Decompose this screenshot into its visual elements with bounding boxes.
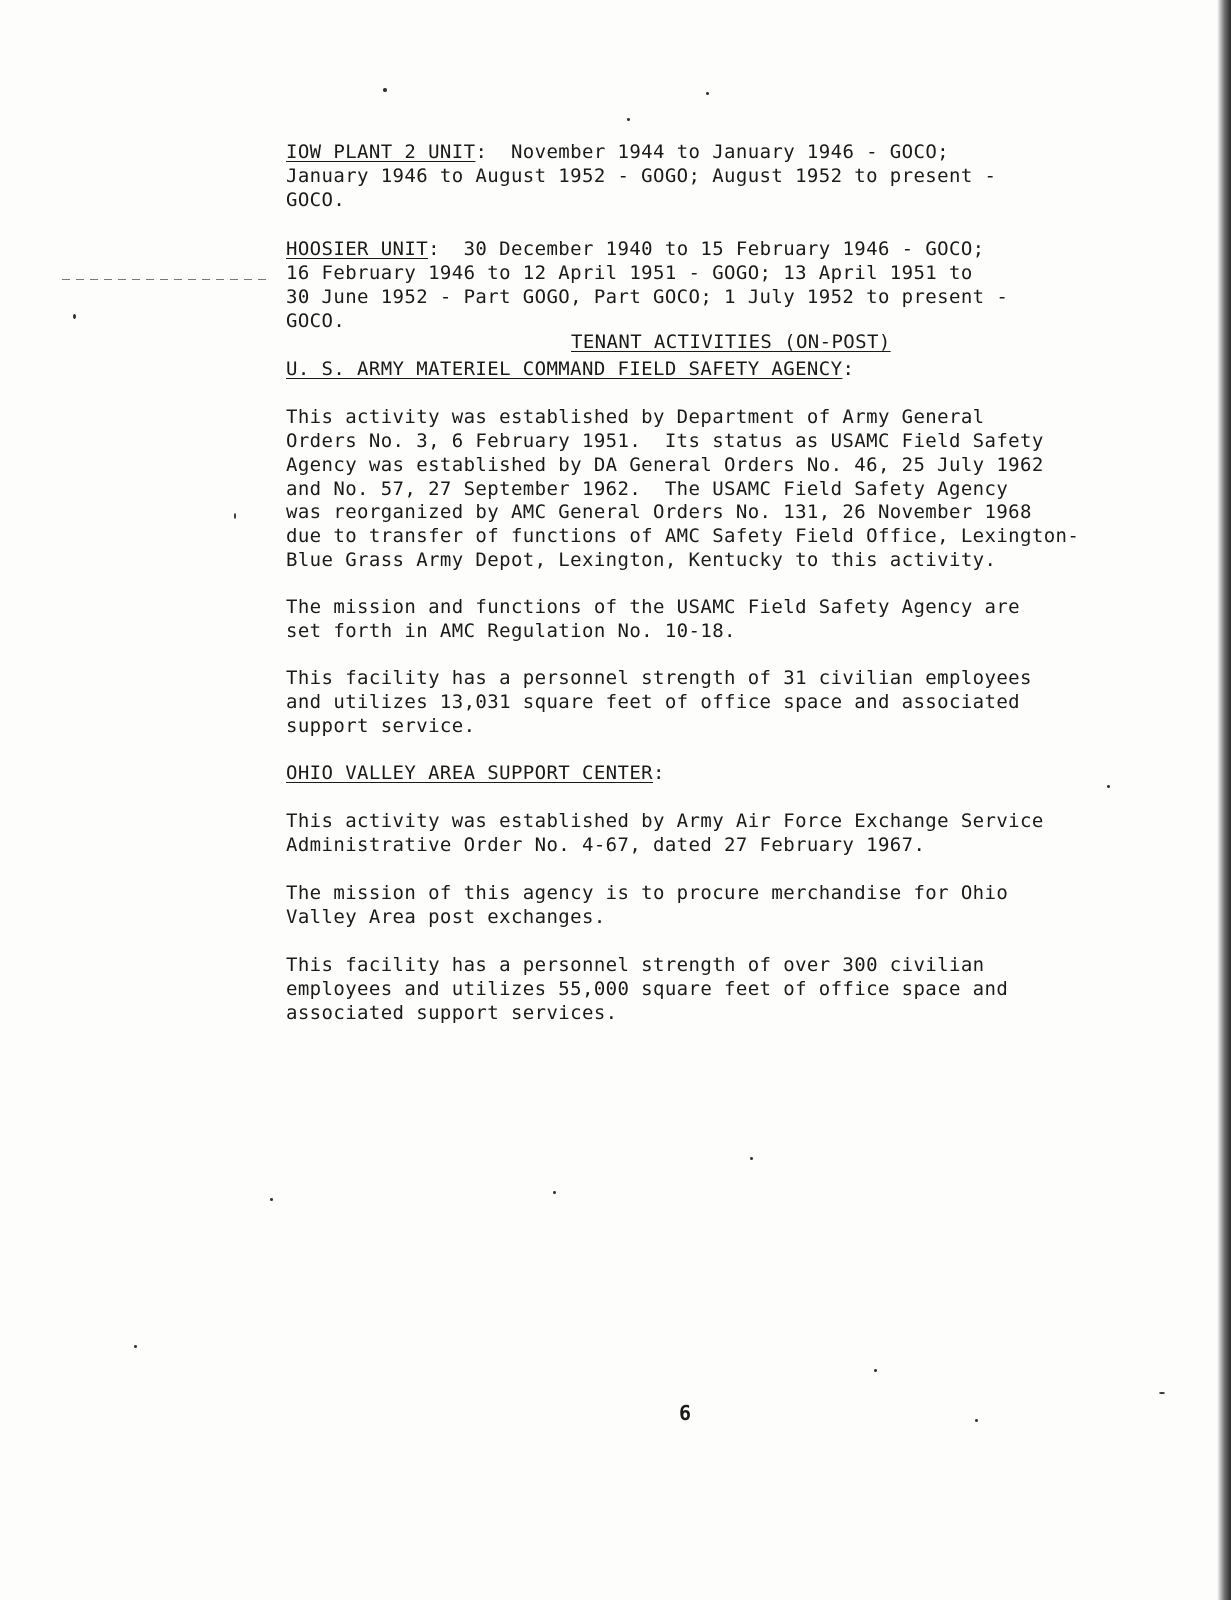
ohio-para3-line: employees and utilizes 55,000 square feet of office space and: [286, 978, 1009, 1000]
scan-speck: [1107, 785, 1110, 788]
iow-heading: IOW PLANT 2 UNIT: [286, 141, 476, 163]
usamc-para1-line: This activity was established by Department of Army General: [286, 406, 985, 428]
scan-speck: [553, 1191, 556, 1194]
scan-speck: [73, 314, 76, 319]
scan-speck: [706, 92, 709, 95]
scan-speck: [383, 88, 387, 92]
usamc-para1-line: due to transfer of functions of AMC Safety Field Office, Lexington-: [286, 525, 1080, 547]
usamc-para3-line: This facility has a personnel strength of 31 civilian employees: [286, 667, 1032, 689]
iow-line-3: GOCO.: [286, 189, 346, 211]
hoosier-line-1: [286, 237, 985, 261]
ohio-heading-line: [286, 761, 665, 785]
ohio-para2-line: Valley Area post exchanges.: [286, 906, 606, 928]
ohio-para1-line: Administrative Order No. 4-67, dated 27 February 1967.: [286, 834, 926, 856]
usamc-para3-line: and utilizes 13,031 square feet of office space and associated: [286, 691, 1021, 713]
scan-speck: [750, 1157, 753, 1160]
page-number: 6: [679, 1401, 692, 1425]
ohio-para1-line: This activity was established by Army Air Force Exchange Service: [286, 810, 1044, 832]
hoosier-line-1-text: : 30 December 1940 to 15 February 1946 - GOCO;: [428, 238, 985, 260]
hoosier-line-4: GOCO.: [286, 310, 346, 332]
iow-line-1-text: : November 1944 to January 1946 - GOCO;: [475, 141, 949, 163]
tenant-activities-heading: TENANT ACTIVITIES (ON-POST): [571, 331, 891, 353]
ohio-heading: OHIO VALLEY AREA SUPPORT CENTER: [286, 762, 654, 784]
usamc-para2-line: set forth in AMC Regulation No. 10-18.: [286, 620, 736, 642]
scan-speck: [234, 513, 236, 519]
usamc-heading-line: [286, 357, 854, 381]
usamc-para3-line: support service.: [286, 715, 476, 737]
iow-line-1: [286, 140, 949, 164]
ohio-para2-line: The mission of this agency is to procure merchandise for Ohio: [286, 882, 1009, 904]
ohio-para3-line: This facility has a personnel strength of over 300 civilian: [286, 954, 985, 976]
ohio-para3-line: associated support services.: [286, 1002, 618, 1024]
scan-speck: [1159, 1392, 1165, 1394]
usamc-para1-line: Agency was established by DA General Orders No. 46, 25 July 1962: [286, 454, 1044, 476]
usamc-para1-line: Blue Grass Army Depot, Lexington, Kentucky to this activity.: [286, 549, 997, 571]
scan-edge-shadow: [1217, 0, 1231, 1600]
scan-speck: [270, 1198, 273, 1201]
usamc-para1-line: and No. 57, 27 September 1962. The USAMC Field Safety Agency: [286, 478, 1009, 500]
usamc-heading: U. S. ARMY MATERIEL COMMAND FIELD SAFETY AGENCY: [286, 358, 843, 380]
scan-speck: [975, 1419, 978, 1422]
hoosier-line-3: 30 June 1952 - Part GOGO, Part GOCO; 1 July 1952 to present -: [286, 286, 1009, 308]
usamc-heading-colon: :: [842, 358, 855, 380]
hoosier-line-2: 16 February 1946 to 12 April 1951 - GOGO; 13 April 1951 to: [286, 262, 973, 284]
usamc-para1-line: Orders No. 3, 6 February 1951. Its status as USAMC Field Safety: [286, 430, 1044, 452]
scan-speck: [627, 118, 630, 121]
scan-speck: [134, 1345, 137, 1348]
ohio-heading-colon: :: [653, 762, 665, 784]
scan-speck: [874, 1369, 877, 1372]
usamc-para1-line: was reorganized by AMC General Orders No. 131, 26 November 1968: [286, 501, 1032, 523]
hoosier-heading: HOOSIER UNIT: [286, 238, 429, 260]
scan-dash-artifact: [62, 279, 272, 280]
usamc-para2-line: The mission and functions of the USAMC Field Safety Agency are: [286, 596, 1021, 618]
iow-line-2: January 1946 to August 1952 - GOGO; August 1952 to present -: [286, 165, 997, 187]
